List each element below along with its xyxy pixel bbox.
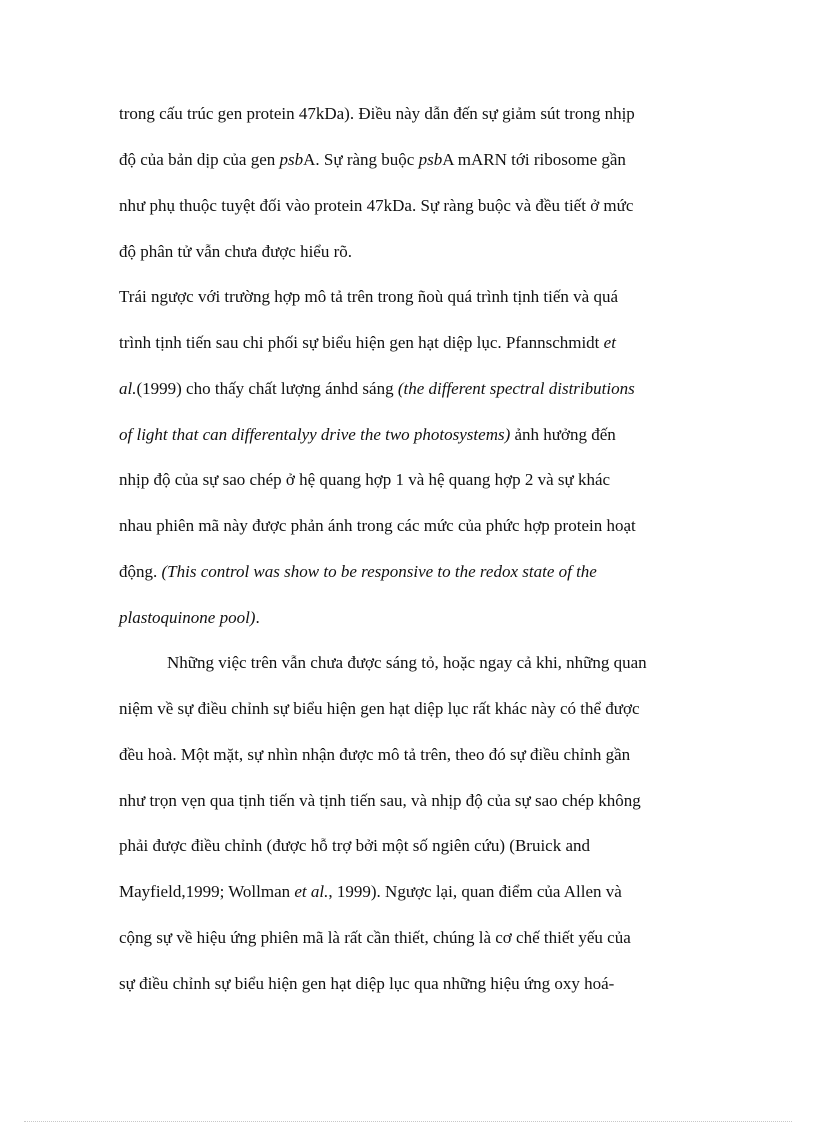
- text-run: , 1999). Ngược lại, quan điểm của Allen và: [328, 882, 622, 901]
- text-run: trình tịnh tiến sau chi phối sự biểu hiện gen hạt diệp lục. Pfannschmidt: [119, 333, 604, 352]
- paragraph-1-line-4: độ phân tử vẫn chưa được hiểu rõ.: [119, 242, 353, 261]
- paragraph-3-line-1: Những việc trên vẫn chưa được sáng tỏ, hoặc ngay cả khi, những quan: [167, 653, 647, 672]
- english-quote: (This control was show to be responsive to the redox state of the: [161, 562, 597, 581]
- paragraph-3-line-2: niệm về sự điều chỉnh sự biểu hiện gen hạt diệp lục rất khác này có thể được: [119, 699, 640, 718]
- citation-al: al.: [119, 379, 137, 398]
- paragraph-3-line-4: như trọn vẹn qua tịnh tiến và tịnh tiến sau, và nhịp độ của sự sao chép không: [119, 791, 641, 810]
- english-quote: plastoquinone pool): [119, 608, 256, 627]
- paragraph-2-line-1: Trái ngược với trường hợp mô tả trên trong ñoù quá trình tịnh tiến và quá: [119, 287, 618, 306]
- citation-et-al: et al.: [294, 882, 329, 901]
- paragraph-3-line-3: đều hoà. Một mặt, sự nhìn nhận được mô tả trên, theo đó sự điều chỉnh gần: [119, 745, 631, 764]
- paragraph-2-line-8: [119, 606, 260, 630]
- english-quote: of light that can differentalyy drive the two photosystems): [119, 425, 511, 444]
- paragraph-3-line-6: [119, 880, 622, 904]
- gene-name: psb: [418, 150, 443, 169]
- paragraph-2-line-3: [119, 377, 635, 401]
- paragraph-2-line-6: nhau phiên mã này được phản ánh trong các mức của phức hợp protein hoạt: [119, 516, 636, 535]
- paragraph-1-line-2: [119, 148, 626, 172]
- paragraph-3-line-8: sự điều chỉnh sự biểu hiện gen hạt diệp lục qua những hiệu ứng oxy hoá-: [119, 974, 615, 993]
- text-run: ảnh hưởng đến: [510, 425, 616, 444]
- text-run: (1999) cho thấy chất lượng ánhd sáng: [136, 379, 398, 398]
- paragraph-2-line-5: nhịp độ của sự sao chép ở hệ quang hợp 1 và hệ quang hợp 2 và sự khác: [119, 470, 611, 489]
- text-run: .: [255, 608, 260, 627]
- text-run: động.: [119, 562, 162, 581]
- paragraph-2-line-7: [119, 560, 597, 584]
- gene-name: psb: [279, 150, 304, 169]
- paragraph-2-line-2: [119, 331, 616, 355]
- paragraph-1-line-1: trong cấu trúc gen protein 47kDa). Điều này dẫn đến sự giảm sút trong nhịp: [119, 104, 635, 123]
- citation-et: et: [603, 333, 616, 352]
- text-run: A. Sự ràng buộc: [303, 150, 419, 169]
- paragraph-3-line-7: cộng sự về hiệu ứng phiên mã là rất cần thiết, chúng là cơ chế thiết yếu của: [119, 928, 631, 947]
- paragraph-3-line-5: phải được điều chỉnh (được hỗ trợ bởi một số ngiên cứu) (Bruick and: [119, 836, 591, 855]
- text-run: Mayfield,1999; Wollman: [119, 882, 295, 901]
- paragraph-2-line-4: [119, 423, 616, 447]
- paragraph-1-line-3: như phụ thuộc tuyệt đối vào protein 47kDa. Sự ràng buộc và đều tiết ở mức: [119, 196, 634, 215]
- english-quote: (the different spectral distributions: [397, 379, 635, 398]
- text-run: A mARN tới ribosome gần: [442, 150, 626, 169]
- page-bottom-divider: [24, 1121, 792, 1122]
- text-run: độ của bản dịp của gen: [119, 150, 280, 169]
